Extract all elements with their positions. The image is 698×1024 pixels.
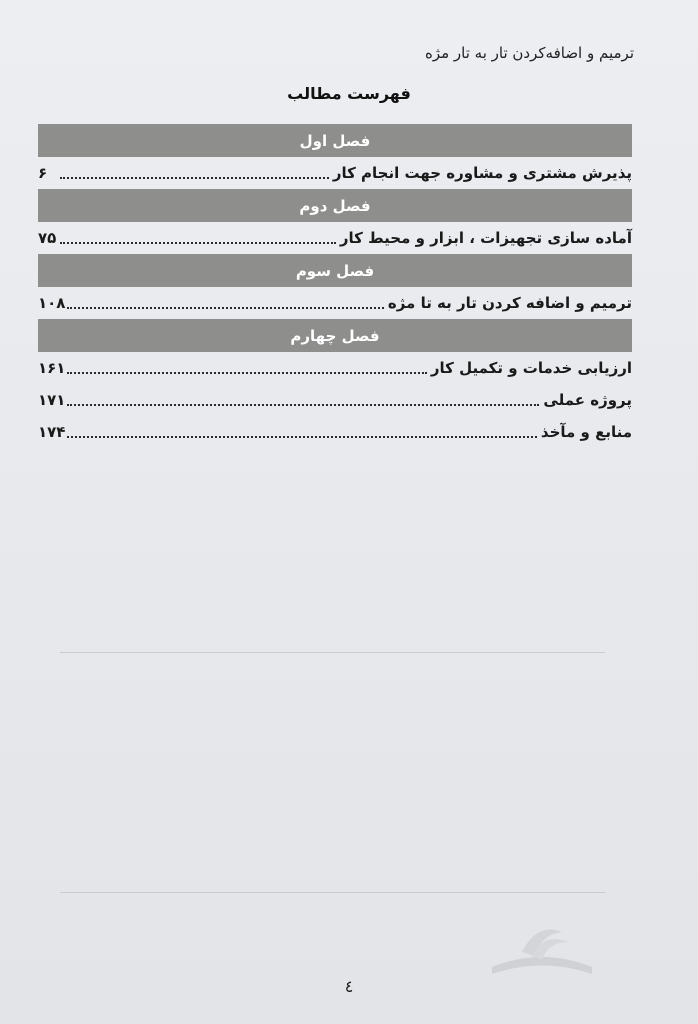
toc-entry-label: منابع و مآخذ bbox=[540, 423, 632, 441]
dot-leader bbox=[67, 404, 539, 406]
toc-entry[interactable] bbox=[38, 384, 632, 416]
chapter-heading-4: فصل چهارم bbox=[38, 319, 632, 352]
toc-entry-page: ۱۷۱ bbox=[38, 391, 66, 409]
toc-entry-label: ترمیم و اضافه کردن تار به تا مژه bbox=[387, 294, 632, 312]
toc-entry[interactable] bbox=[38, 157, 632, 189]
toc-entry-label: پذیرش مشتری و مشاوره جهت انجام کار bbox=[332, 164, 632, 182]
toc-entry-page: ۱۰۸ bbox=[38, 294, 66, 312]
bleed-through-rule bbox=[60, 652, 605, 653]
toc-entry-label: پروژه عملی bbox=[543, 391, 632, 409]
dot-leader bbox=[67, 372, 426, 374]
dot-leader bbox=[67, 307, 383, 309]
dot-leader bbox=[60, 242, 336, 244]
toc-entry-page: ۱۶۱ bbox=[38, 359, 66, 377]
toc-entry[interactable] bbox=[38, 416, 632, 448]
toc-entry[interactable] bbox=[38, 222, 632, 254]
toc-entry-label: ارزیابی خدمات و تکمیل کار bbox=[430, 359, 632, 377]
bleed-through-rule bbox=[60, 892, 605, 893]
dot-leader bbox=[60, 177, 329, 179]
toc-entry-page: ۷۵ bbox=[38, 229, 57, 247]
toc-entry-page: ۱۷۴ bbox=[38, 423, 66, 441]
chapter-heading-1: فصل اول bbox=[38, 124, 632, 157]
running-head: ترمیم و اضافه‌کردن تار به تار مژه bbox=[424, 44, 634, 62]
toc-entry[interactable] bbox=[38, 352, 632, 384]
toc-entry-label: آماده سازی تجهیزات ، ابزار و محیط کار bbox=[339, 229, 632, 247]
toc-title: فهرست مطالب bbox=[287, 84, 411, 103]
table-of-contents bbox=[38, 124, 632, 448]
chapter-heading-2: فصل دوم bbox=[38, 189, 632, 222]
dot-leader bbox=[67, 436, 536, 438]
page-number: ٤ bbox=[344, 977, 354, 996]
toc-entry-page: ۶ bbox=[38, 164, 48, 182]
chapter-heading-3: فصل سوم bbox=[38, 254, 632, 287]
toc-entry[interactable] bbox=[38, 287, 632, 319]
